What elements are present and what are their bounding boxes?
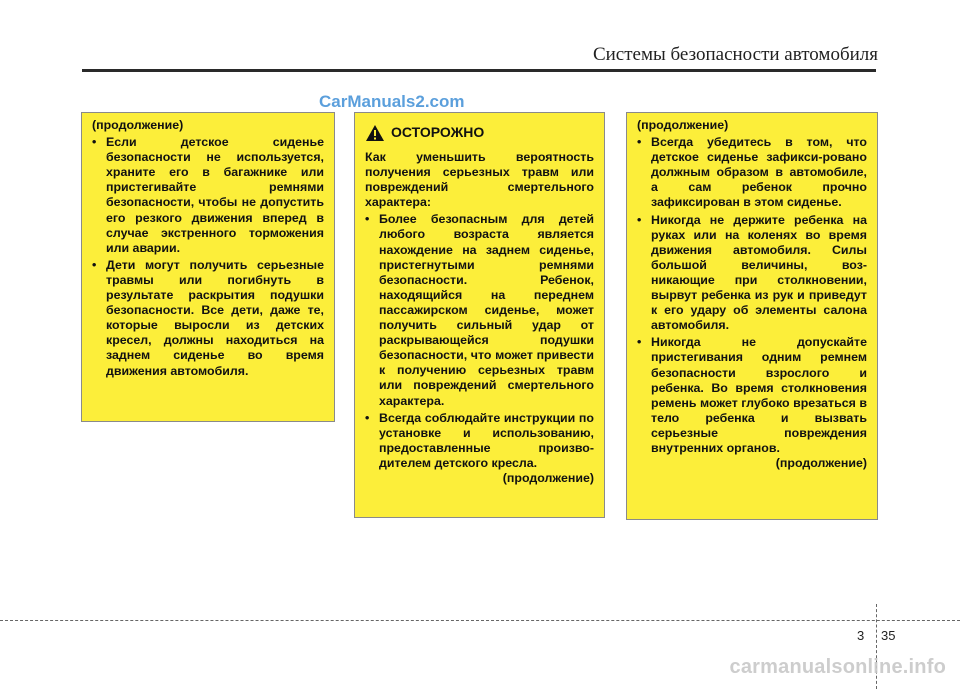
warning-bullet-1: • Более безопасным для детей любого возраста является нахождение на заднем сиденье, пристегнутыми ремнями безопасности. Ребенок, находящийся на переднем пассажирском сиденье, может получить сильный удар от раскрывающейся подушки безопасности, что может привести к получению серьезных травм или повреждений смертельного характера. bbox=[365, 212, 594, 408]
left-bullet-1: • Если детское сиденье безопасности не используется, храните его в багажнике или пристегивайте ремнями безопасности, чтобы не допустить его резкого движения вперед в случае экстренного торможения или аварии. bbox=[92, 135, 324, 256]
warning-box bbox=[354, 112, 605, 518]
warning-intro: Как уменьшить вероятность получения серьезных травм или повреждений смертельного характера: bbox=[365, 150, 594, 210]
header-rule bbox=[82, 69, 876, 72]
left-continued-label: (продолжение) bbox=[92, 118, 184, 132]
warning-continued-label: (продолжение) bbox=[502, 470, 594, 485]
warning-title: ОСТОРОЖНО bbox=[391, 124, 485, 141]
right-continued-tail: (продолжение) bbox=[775, 456, 867, 471]
footer-rule bbox=[0, 620, 960, 621]
page-number: 35 bbox=[881, 628, 896, 643]
chapter-number: 3 bbox=[857, 628, 865, 643]
right-bullet-list bbox=[637, 135, 867, 456]
right-bullet-2: • Никогда не держите ребенка на руках или на коленях во время движения автомобиля. Силы большой величины, воз-никающие при столкновении, вырвут ребенка из рук и приведут к его удару об элементы салона автомобиля. bbox=[637, 213, 867, 334]
right-bullet-1: • Всегда убедитесь в том, что детское сиденье зафикси-ровано должным образом в автомобиле, а сам ребенок прочно зафиксирован в этом сиденье. bbox=[637, 135, 867, 210]
warning-header bbox=[365, 124, 594, 142]
watermark-bottom[interactable]: carmanualsonline.info bbox=[729, 656, 946, 678]
left-caution-box bbox=[81, 112, 335, 422]
section-title: Системы безопасности автомобиля bbox=[592, 44, 878, 65]
left-bullet-list bbox=[92, 135, 324, 379]
right-bullet-3: • Никогда не допускайте пристегивания одним ремнем безопасности взрослого и ребенка. Во время столкновения ремень может глубоко врезаться в тело ребенка и вызвать серьезные повреждения внутренних органов. bbox=[637, 335, 867, 456]
warning-bullet-2: • Всегда соблюдайте инструкции по установке и использованию, предоставленные произво-дителем детского кресла. bbox=[365, 411, 594, 471]
watermark-top[interactable]: CarManuals2.com bbox=[319, 92, 465, 111]
warning-bullet-list bbox=[365, 212, 594, 471]
right-caution-box bbox=[626, 112, 878, 520]
warning-triangle-icon bbox=[365, 124, 385, 142]
right-continued-head: (продолжение) bbox=[637, 118, 729, 132]
left-bullet-2: • Дети могут получить серьезные травмы или погибнуть в результате раскрытия подушки безопасности. Все дети, даже те, которые выросли из детских кресел, должны находиться на заднем сиденье во время движения автомобиля. bbox=[92, 258, 324, 379]
